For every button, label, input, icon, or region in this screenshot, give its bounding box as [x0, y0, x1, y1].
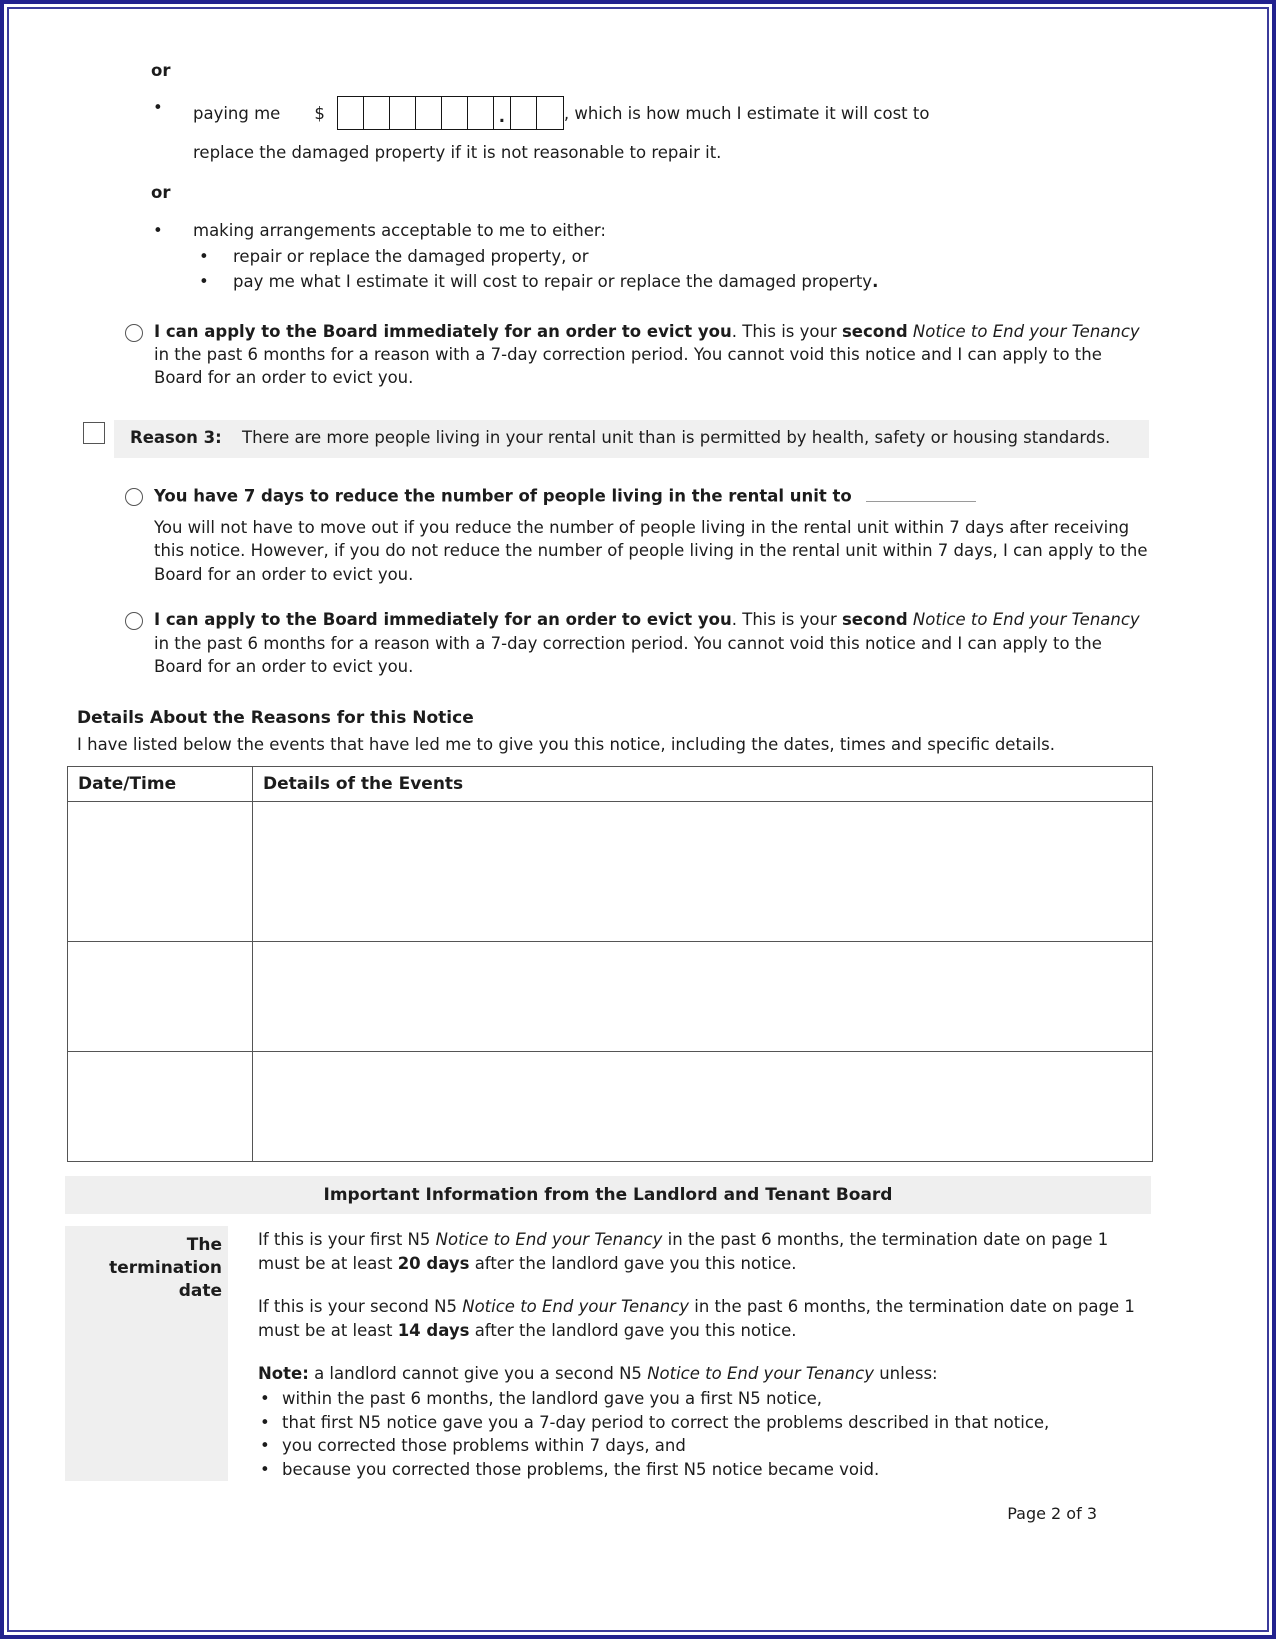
amount-digit-box[interactable]	[364, 97, 390, 129]
bullet-marker: •	[153, 221, 163, 241]
amount-digit-box[interactable]	[442, 97, 468, 129]
bullet-marker: •	[260, 1436, 270, 1456]
note-bullet-item	[260, 1411, 1151, 1434]
note-bullet-item	[260, 1434, 1151, 1457]
column-header-datetime: Date/Time	[68, 767, 253, 802]
checkbox-reason-3[interactable]	[83, 422, 105, 444]
column-header-details: Details of the Events	[253, 767, 1153, 802]
details-section-heading: Details About the Reasons for this Notice	[77, 708, 474, 729]
bullet-marker: •	[260, 1459, 270, 1479]
second-n5-paragraph: If this is your second N5 Notice to End your Tenancy in the past 6 months, the termination date on page 1 must be at least 14 days after the landlord gave you this notice.	[258, 1297, 1135, 1340]
evict-immediately-option-1	[125, 320, 1149, 390]
decimal-separator: .	[494, 97, 511, 129]
arrangement-pay-item	[199, 270, 1149, 293]
amount-digit-box[interactable]	[537, 97, 563, 129]
note-bullet-item	[260, 1387, 1151, 1410]
arrangement-repair-item	[199, 245, 1149, 268]
note-bullet-text: you corrected those problems within 7 days, and	[282, 1436, 686, 1456]
paying-me-label: paying me	[193, 103, 281, 123]
note-bullet-item	[260, 1458, 1151, 1481]
note-bullet-text: within the past 6 months, the landlord gave you a first N5 notice,	[282, 1389, 823, 1409]
important-info-band: Important Information from the Landlord and Tenant Board	[65, 1176, 1151, 1214]
termination-date-sidebar-label: The termination date	[65, 1226, 228, 1481]
amount-suffix-text: , which is how much I estimate it will cost to	[563, 103, 930, 123]
table-row	[68, 802, 1153, 942]
bullet-marker: •	[260, 1412, 270, 1432]
estimated-cost-field[interactable]	[337, 96, 564, 130]
reason-3-label: Reason 3:	[130, 427, 222, 447]
reduce-people-body: You will not have to move out if you reduce the number of people living in the rental unit within 7 days after receiving this notice. However, if you do not reduce the number of people living in the rental unit within 7 days, I can apply to the Board for an order to evict you.	[154, 517, 1148, 584]
events-table	[67, 766, 1153, 1162]
table-row	[68, 1052, 1153, 1162]
reduce-people-text: You have 7 days to reduce the number of people living in the rental unit to	[154, 484, 1149, 508]
arrangement-repair-text: repair or replace the damaged property, or	[233, 246, 589, 266]
evict-immediately-option-2	[125, 608, 1149, 678]
reason-3-text: There are more people living in your rental unit than is permitted by health, safety or housing standards.	[242, 427, 1111, 447]
amount-digit-box[interactable]	[468, 97, 494, 129]
details-cell[interactable]	[253, 1052, 1153, 1162]
or-separator-2: or	[151, 182, 171, 202]
evict-immediately-text-1: I can apply to the Board immediately for an order to evict you. This is your second Notice to End your Tenancy in the past 6 months for a reason with a 7-day correction period. You cannot void this notice and I can apply to the Board for an order to evict you.	[154, 321, 1140, 388]
details-section-intro: I have listed below the events that have led me to give you this notice, including the dates, times and specific details.	[77, 734, 1056, 754]
arrangement-pay-text: pay me what I estimate it will cost to repair or replace the damaged property.	[233, 272, 879, 292]
bullet-marker: •	[153, 98, 163, 118]
arrangements-option	[153, 219, 1149, 293]
details-cell[interactable]	[253, 802, 1153, 942]
evict-immediately-text-2: I can apply to the Board immediately for an order to evict you. This is your second Notice to End your Tenancy in the past 6 months for a reason with a 7-day correction period. You cannot void this notice and I can apply to the Board for an order to evict you.	[154, 610, 1140, 677]
replace-property-text: replace the damaged property if it is not reasonable to repair it.	[193, 143, 722, 163]
radio-evict-immediately-2[interactable]	[125, 612, 143, 630]
termination-date-section	[65, 1226, 1151, 1481]
page-indicator: Page 2 of 3	[1007, 1504, 1097, 1524]
form-page-inner	[7, 7, 1269, 1632]
currency-symbol: $	[314, 103, 325, 123]
bullet-marker: •	[260, 1389, 270, 1409]
note-bullet-text: because you corrected those problems, the first N5 notice became void.	[282, 1459, 880, 1479]
paying-me-option	[153, 96, 1149, 164]
details-cell[interactable]	[253, 942, 1153, 1052]
amount-digit-box[interactable]	[416, 97, 442, 129]
table-row	[68, 942, 1153, 1052]
datetime-cell[interactable]	[68, 802, 253, 942]
termination-date-content	[258, 1226, 1151, 1481]
reason-3-row	[83, 420, 1149, 458]
reason-3-band	[114, 420, 1149, 458]
bullet-marker: •	[199, 246, 209, 266]
reduce-people-option	[125, 484, 1149, 508]
people-count-blank[interactable]	[866, 484, 976, 501]
events-table-header-row	[68, 767, 1153, 802]
note-bullet-text: that first N5 notice gave you a 7-day period to correct the problems described in that notice,	[282, 1412, 1050, 1432]
first-n5-paragraph: If this is your first N5 Notice to End your Tenancy in the past 6 months, the termination date on page 1 must be at least 20 days after the landlord gave you this notice.	[258, 1230, 1109, 1273]
amount-digit-box[interactable]	[338, 97, 364, 129]
amount-digit-box[interactable]	[390, 97, 416, 129]
bullet-marker: •	[199, 272, 209, 292]
radio-evict-immediately-1[interactable]	[125, 324, 143, 342]
radio-reduce-people[interactable]	[125, 488, 143, 506]
note-paragraph: Note: a landlord cannot give you a second N5 Notice to End your Tenancy unless:	[258, 1363, 938, 1383]
or-separator-1: or	[151, 61, 171, 80]
datetime-cell[interactable]	[68, 1052, 253, 1162]
datetime-cell[interactable]	[68, 942, 253, 1052]
arrangements-lead-text: making arrangements acceptable to me to either:	[193, 221, 606, 241]
amount-digit-box[interactable]	[511, 97, 537, 129]
